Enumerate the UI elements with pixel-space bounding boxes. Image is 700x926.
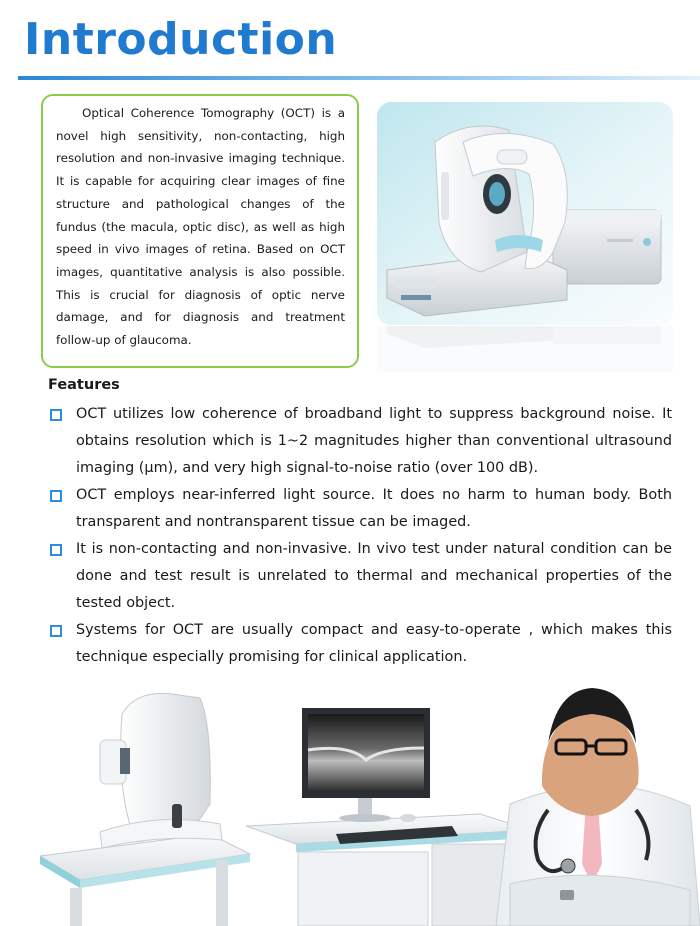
feature-item [48,401,672,482]
hollow-square-bullet-icon [50,490,62,502]
title-underline [18,76,700,80]
feature-item [48,536,672,617]
hollow-square-bullet-icon [50,625,62,637]
feature-text: OCT employs near-inferred light source. It does no harm to human body. Both transparent and nontransparent tissue can be imaged. [76,487,672,530]
feature-text: Systems for OCT are usually compact and easy-to-operate , which makes this technique especially promising for clinical application. [76,622,672,665]
feature-item [48,482,672,536]
feature-item [48,617,672,671]
hollow-square-bullet-icon [50,544,62,556]
oct-device-photo [377,102,673,325]
features-heading: Features [48,377,120,393]
oct-device-reflection [377,326,673,372]
features-list [48,401,672,671]
oct-workstation-photo [40,684,700,926]
intro-text: Optical Coherence Tomography (OCT) is a novel high sensitivity, non-contacting, high resolution and non-invasive imaging technique. It is capable for acquiring clear images of fine structure and pathological changes of the fundus (the macula, optic disc), as well as high speed in vivo images of retina. Based on OCT images, quantitative analysis is also possible. This is crucial for diagnosis of optic nerve damage, and for diagnosis and treatment follow-up of glaucoma. [56,106,345,348]
intro-box [41,94,359,368]
page-title: Introduction [24,14,338,65]
hollow-square-bullet-icon [50,409,62,421]
feature-text: OCT utilizes low coherence of broadband light to suppress background noise. It obtains resolution which is 1~2 magnitudes higher than conventional ultrasound imaging (μm), and very high signal-to-noise ratio (over 100 dB). [76,406,672,476]
feature-text: It is non-contacting and non-invasive. In vivo test under natural condition can be done and test result is unrelated to thermal and mechanical properties of the tested object. [76,541,672,611]
